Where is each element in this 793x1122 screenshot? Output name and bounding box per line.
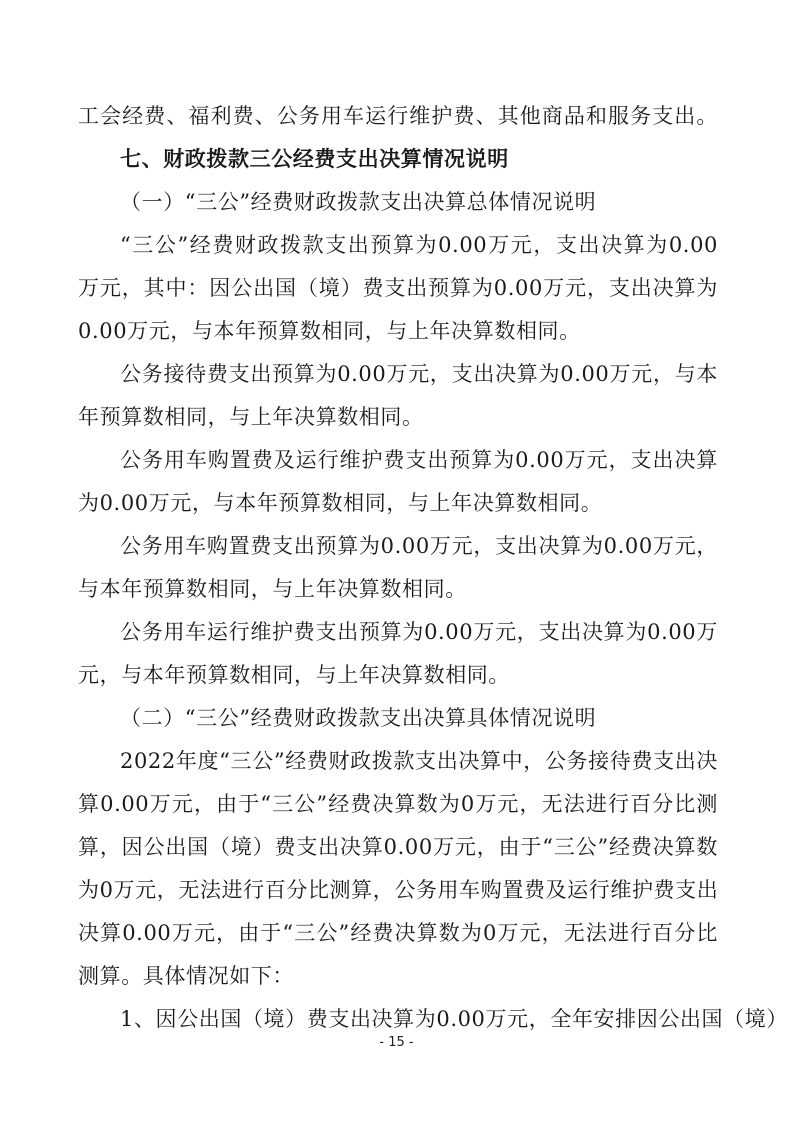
paragraph-line: 元，与本年预算数相同，与上年决算数相同。	[78, 663, 510, 687]
paragraph-line: 年预算数相同，与上年决算数相同。	[78, 405, 424, 429]
paragraph-line: 为0.00万元，与本年预算数相同，与上年决算数相同。	[78, 491, 603, 515]
paragraph-line: 1、因公出国（境）费支出决算为0.00万元，全年安排因公出国（境）	[120, 1007, 788, 1031]
paragraph-line: 公务用车运行维护费支出预算为0.00万元，支出决算为0.00万	[120, 620, 718, 644]
subsection-heading: （二）“三公”经费财政拨款支出决算具体情况说明	[120, 706, 597, 730]
paragraph-line: 与本年预算数相同，与上年决算数相同。	[78, 577, 467, 601]
paragraph-line: 公务用车购置费支出预算为0.00万元，支出决算为0.00万元，	[120, 534, 718, 558]
section-heading: 七、财政拨款三公经费支出决算情况说明	[120, 147, 509, 171]
paragraph-line: “三公”经费财政拨款支出预算为0.00万元，支出决算为0.00	[120, 233, 718, 257]
paragraph-line: 万元，其中：因公出国（境）费支出预算为0.00万元，支出决算为	[78, 276, 718, 300]
paragraph-line: 0.00万元，与本年预算数相同，与上年决算数相同。	[78, 319, 581, 343]
subsection-heading: （一）“三公”经费财政拨款支出决算总体情况说明	[120, 190, 597, 214]
paragraph-line: 公务用车购置费及运行维护费支出预算为0.00万元，支出决算	[120, 448, 718, 472]
paragraph-line: 算0.00万元，由于“三公”经费决算数为0万元，无法进行百分比测	[78, 792, 718, 816]
page-number: - 15 -	[379, 1035, 414, 1050]
paragraph-line: 工会经费、福利费、公务用车运行维护费、其他商品和服务支出。	[78, 104, 718, 128]
paragraph-line: 算，因公出国（境）费支出决算0.00万元，由于“三公”经费决算数	[78, 835, 718, 859]
paragraph-line: 测算。具体情况如下：	[78, 964, 294, 988]
paragraph-line: 为0万元，无法进行百分比测算，公务用车购置费及运行维护费支出	[78, 878, 719, 902]
paragraph-line: 2022年度“三公”经费财政拨款支出决算中，公务接待费支出决	[120, 749, 718, 773]
paragraph-line: 公务接待费支出预算为0.00万元，支出决算为0.00万元，与本	[120, 362, 718, 386]
paragraph-line: 决算0.00万元，由于“三公”经费决算数为0万元，无法进行百分比	[78, 921, 718, 945]
